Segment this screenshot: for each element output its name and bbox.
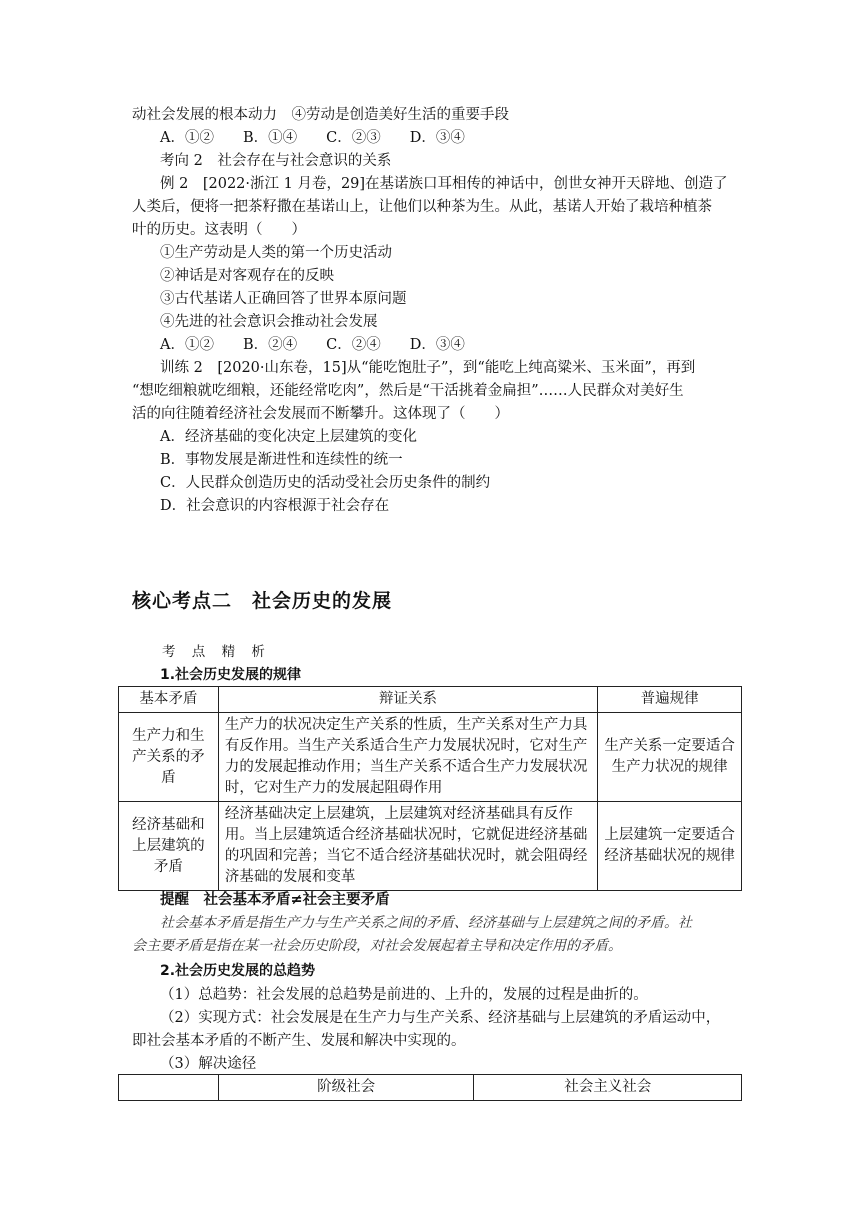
statement: ④先进的社会意识会推动社会发展 [160,314,378,330]
tip-text: 会主要矛盾是指在某一社会历史阶段，对社会发展起着主导和决定作用的矛盾。 [132,938,622,954]
tip-title: 社会基本矛盾≠社会主要矛盾 [203,892,390,908]
option-d: D．社会意识的内容根源于社会存在 [160,498,390,514]
tip-text: 社会基本矛盾是指生产力与生产关系之间的矛盾、经济基础与上层建筑之间的矛盾。社 [160,915,692,931]
statement: ②神话是对客观存在的反映 [160,268,334,284]
statement: ③古代基诺人正确回答了世界本原问题 [160,291,407,307]
law-table [118,686,742,891]
example-line: 叶的历史。这表明（ ） [132,222,306,238]
trend-line: （2）实现方式：社会发展是在生产力与生产关系、经济基础与上层建筑的矛盾运动中， [160,1010,721,1026]
table-row [119,802,742,891]
table-header: 社会主义社会 [474,1075,742,1101]
table-cell: 上层建筑一定要适合经济基础状况的规律 [598,802,742,891]
table-row [119,713,742,802]
table-cell: 经济基础决定上层建筑，上层建筑对经济基础具有反作用。当上层建筑适合经济基础状况时，它就促进经济基础的巩固和完善；当它不适合经济基础状况时，就会阻碍经济基础的发展和变革 [218,802,597,891]
answer-options: A．①② B．②④ C．②④ D．③④ [160,337,465,353]
table-header-row [119,1075,742,1101]
training-line: 训练 2 [2020·山东卷，15]从“能吃饱肚子”，到“能吃上纯高粱米、玉米面”，再到 [160,360,696,376]
table-cell: 生产力和生产关系的矛盾 [119,713,219,802]
trend-line: （3）解决途径 [160,1056,257,1072]
training-line: 活的向往随着经济社会发展而不断攀升。这体现了（ ） [132,406,509,422]
subsection-label: 考 点 精 析 [162,644,271,660]
example-line: 例 2 [2022·浙江 1 月卷，29]在基诺族口耳相传的神话中，创世女神开天辟地、创造了 [160,176,728,192]
table-header: 辩证关系 [218,687,597,713]
kaoxiang-title: 考向 2 社会存在与社会意识的关系 [160,153,392,169]
trend-line: 即社会基本矛盾的不断产生、发展和解决中实现的。 [132,1033,466,1049]
option-c: C．人民群众创造历史的活动受社会历史条件的制约 [160,475,491,491]
subsection-title: 1.社会历史发展的规律 [160,667,302,683]
training-line: “想吃细粮就吃细粮，还能经常吃肉”，然后是“干活挑着金扁担”……人民群众对美好生 [132,383,684,399]
answer-options: A．①② B．①④ C．②③ D．③④ [160,130,465,146]
table-header [119,1075,219,1101]
option-a: A．经济基础的变化决定上层建筑的变化 [160,429,417,445]
section-heading: 核心考点二 社会历史的发展 [132,590,393,612]
text-line: 动社会发展的根本动力 ④劳动是创造美好生活的重要手段 [132,107,509,123]
table-cell: 经济基础和上层建筑的矛盾 [119,802,219,891]
table-cell: 生产力的状况决定生产关系的性质，生产关系对生产力具有反作用。当生产关系适合生产力发展状况时，它对生产力的发展起推动作用；当生产关系不适合生产力发展状况时，它对生产力的发展起阻碍作用 [218,713,597,802]
solution-table [118,1074,742,1101]
tip-label: 提醒 [160,892,189,908]
subsection-title: 2.社会历史发展的总趋势 [160,963,316,979]
table-header-row [119,687,742,713]
table-header: 基本矛盾 [119,687,219,713]
tip-line [160,889,390,911]
option-b: B．事物发展是渐进性和连续性的统一 [160,452,403,468]
table-header: 普遍规律 [598,687,742,713]
example-line: 人类后，便将一把茶籽撒在基诺山上，让他们以种茶为生。从此，基诺人开始了栽培种植茶 [132,199,712,215]
trend-line: （1）总趋势：社会发展的总趋势是前进的、上升的，发展的过程是曲折的。 [160,987,648,1003]
table-cell: 生产关系一定要适合生产力状况的规律 [598,713,742,802]
statement: ①生产劳动是人类的第一个历史活动 [160,245,392,261]
table-header: 阶级社会 [218,1075,474,1101]
